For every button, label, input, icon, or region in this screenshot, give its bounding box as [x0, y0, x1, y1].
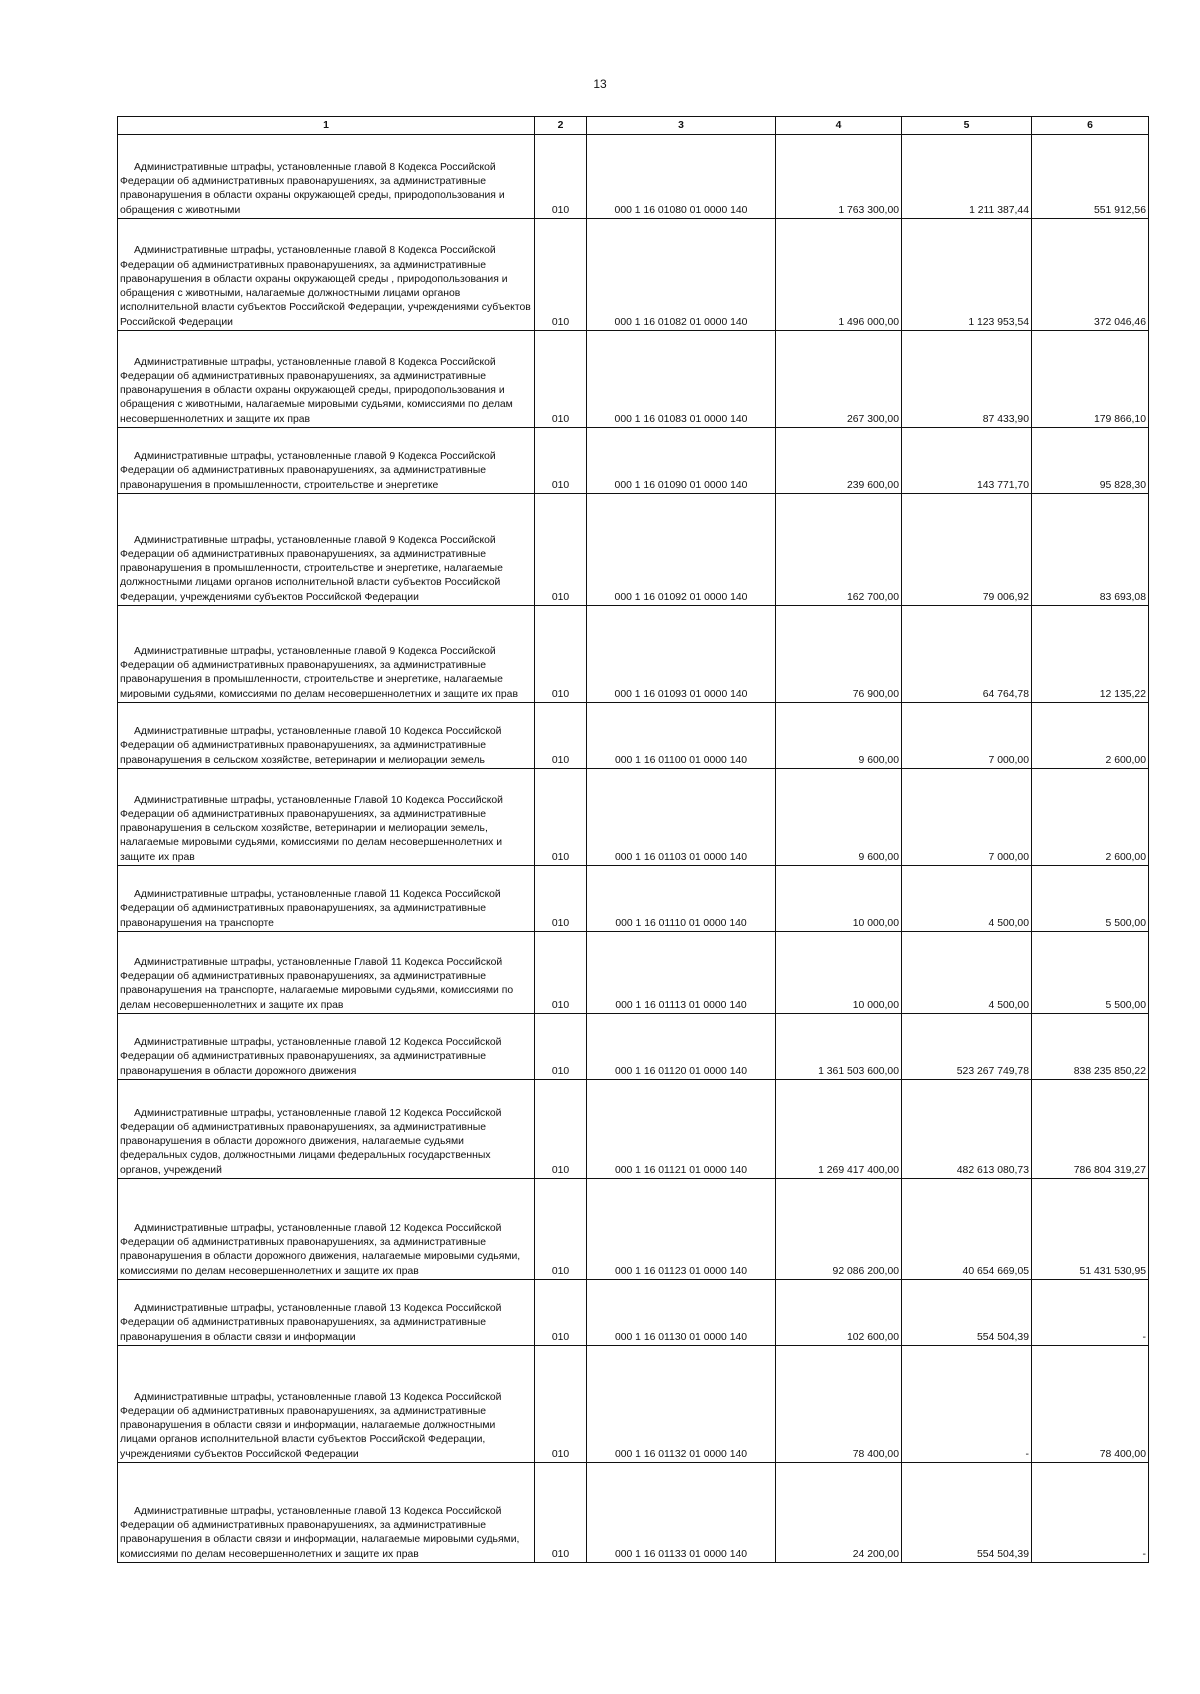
row-line-code: 010 — [535, 1014, 587, 1080]
row-executed: 1 211 387,44 — [902, 135, 1032, 219]
row-name-text: Административные штрафы, установленные главой 10 Кодекса Российской Федерации об административных правонарушениях, за административные правонарушения в сельском хозяйстве, ветеринарии и мелиорации земель — [120, 726, 502, 766]
row-planned: 102 600,00 — [776, 1280, 902, 1346]
row-unexecuted: - — [1032, 1463, 1149, 1563]
row-executed: 554 504,39 — [902, 1463, 1032, 1563]
row-name-text: Административные штрафы, установленные главой 9 Кодекса Российской Федерации об административных правонарушениях, за административные правонарушения в промышленности, строительстве и энергетике — [120, 451, 496, 491]
row-revenue-code: 000 1 16 01093 01 0000 140 — [587, 606, 776, 703]
row-name-text: Административные штрафы, установленные главой 8 Кодекса Российской Федерации об административных правонарушениях, за административные правонарушения в области охраны окружающей среды , природопользования и обращения с животными, налагаемые должностными лицами органов исполнительной власти субъектов Российской Федерации, учреждениями субъектов Российской Федерации — [120, 245, 531, 328]
row-planned: 10 000,00 — [776, 866, 902, 932]
row-revenue-code: 000 1 16 01130 01 0000 140 — [587, 1280, 776, 1346]
column-header: 5 — [902, 117, 1032, 135]
row-revenue-code: 000 1 16 01082 01 0000 140 — [587, 219, 776, 331]
table-row — [118, 1014, 1149, 1080]
row-name — [118, 1280, 535, 1346]
row-planned: 162 700,00 — [776, 494, 902, 606]
row-line-code: 010 — [535, 703, 587, 769]
row-planned: 267 300,00 — [776, 331, 902, 428]
row-line-code: 010 — [535, 932, 587, 1014]
row-revenue-code: 000 1 16 01113 01 0000 140 — [587, 932, 776, 1014]
row-executed: 40 654 669,05 — [902, 1179, 1032, 1280]
row-revenue-code: 000 1 16 01080 01 0000 140 — [587, 135, 776, 219]
row-name-text: Административные штрафы, установленные главой 13 Кодекса Российской Федерации об административных правонарушениях, за административные правонарушения в области связи и информации, налагаемые должностными лицами органов исполнительной власти субъектов Российской Федерации, учреждениями субъектов Российской Федерации — [120, 1391, 502, 1460]
row-name — [118, 866, 535, 932]
row-name-text: Административные штрафы, установленные главой 11 Кодекса Российской Федерации об административных правонарушениях, за административные правонарушения на транспорте — [120, 889, 501, 929]
column-header: 4 — [776, 117, 902, 135]
row-executed: 79 006,92 — [902, 494, 1032, 606]
row-revenue-code: 000 1 16 01090 01 0000 140 — [587, 428, 776, 494]
row-name-text: Административные штрафы, установленные главой 12 Кодекса Российской Федерации об административных правонарушениях, за административные правонарушения в области дорожного движения, налагаемые судьями федеральных судов, должностными лицами федеральных государственных органов, учреждений — [120, 1107, 502, 1176]
row-executed: 4 500,00 — [902, 866, 1032, 932]
row-name — [118, 219, 535, 331]
row-name — [118, 932, 535, 1014]
row-name-text: Административные штрафы, установленные главой 13 Кодекса Российской Федерации об административных правонарушениях, за административные правонарушения в области связи и информации — [120, 1303, 502, 1343]
row-unexecuted: 51 431 530,95 — [1032, 1179, 1149, 1280]
row-planned: 9 600,00 — [776, 703, 902, 769]
row-planned: 1 361 503 600,00 — [776, 1014, 902, 1080]
row-name — [118, 1080, 535, 1179]
row-name-text: Административные штрафы, установленные главой 9 Кодекса Российской Федерации об административных правонарушениях, за административные правонарушения в промышленности, строительстве и энергетике, налагаемые мировыми судьями, комиссиями по делам несовершеннолетних и защите их прав — [120, 645, 518, 700]
table-row — [118, 1346, 1149, 1463]
row-name — [118, 606, 535, 703]
row-line-code: 010 — [535, 1280, 587, 1346]
row-revenue-code: 000 1 16 01103 01 0000 140 — [587, 769, 776, 866]
row-planned: 76 900,00 — [776, 606, 902, 703]
row-line-code: 010 — [535, 866, 587, 932]
row-name — [118, 1014, 535, 1080]
row-name — [118, 331, 535, 428]
row-revenue-code: 000 1 16 01133 01 0000 140 — [587, 1463, 776, 1563]
row-line-code: 010 — [535, 494, 587, 606]
row-name-text: Административные штрафы, установленные главой 8 Кодекса Российской Федерации об административных правонарушениях, за административные правонарушения в области охраны окружающей среды, природопользования и обращения с животными, налагаемые мировыми судьями, комиссиями по делам несовершеннолетних и защите их прав — [120, 356, 513, 425]
row-unexecuted: 5 500,00 — [1032, 866, 1149, 932]
row-revenue-code: 000 1 16 01132 01 0000 140 — [587, 1346, 776, 1463]
row-line-code: 010 — [535, 428, 587, 494]
row-line-code: 010 — [535, 1346, 587, 1463]
row-unexecuted: 83 693,08 — [1032, 494, 1149, 606]
table-row — [118, 1179, 1149, 1280]
row-line-code: 010 — [535, 219, 587, 331]
row-revenue-code: 000 1 16 01083 01 0000 140 — [587, 331, 776, 428]
row-unexecuted: 372 046,46 — [1032, 219, 1149, 331]
row-planned: 10 000,00 — [776, 932, 902, 1014]
table-row — [118, 331, 1149, 428]
column-header: 3 — [587, 117, 776, 135]
row-unexecuted: - — [1032, 1280, 1149, 1346]
row-planned: 1 763 300,00 — [776, 135, 902, 219]
table-row — [118, 606, 1149, 703]
row-executed: 482 613 080,73 — [902, 1080, 1032, 1179]
table-row — [118, 703, 1149, 769]
row-unexecuted: 838 235 850,22 — [1032, 1014, 1149, 1080]
row-name-text: Административные штрафы, установленные главой 13 Кодекса Российской Федерации об административных правонарушениях, за административные правонарушения в области связи и информации, налагаемые мировыми судьями, комиссиями по делам несовершеннолетних и защите их прав — [120, 1505, 520, 1560]
row-revenue-code: 000 1 16 01121 01 0000 140 — [587, 1080, 776, 1179]
row-unexecuted: 786 804 319,27 — [1032, 1080, 1149, 1179]
row-name — [118, 1463, 535, 1563]
row-planned: 239 600,00 — [776, 428, 902, 494]
row-revenue-code: 000 1 16 01110 01 0000 140 — [587, 866, 776, 932]
row-name-text: Административные штрафы, установленные главой 8 Кодекса Российской Федерации об административных правонарушениях, за административные правонарушения в области охраны окружающей среды, природопользования и обращения с животными — [120, 161, 505, 216]
row-planned: 24 200,00 — [776, 1463, 902, 1563]
row-executed: 87 433,90 — [902, 331, 1032, 428]
row-revenue-code: 000 1 16 01123 01 0000 140 — [587, 1179, 776, 1280]
row-name — [118, 703, 535, 769]
row-line-code: 010 — [535, 1179, 587, 1280]
row-name-text: Административные штрафы, установленные главой 12 Кодекса Российской Федерации об административных правонарушениях, за административные правонарушения в области дорожного движения — [120, 1037, 502, 1077]
row-name — [118, 1346, 535, 1463]
row-planned: 9 600,00 — [776, 769, 902, 866]
row-line-code: 010 — [535, 1463, 587, 1563]
row-revenue-code: 000 1 16 01092 01 0000 140 — [587, 494, 776, 606]
table-row — [118, 932, 1149, 1014]
row-revenue-code: 000 1 16 01100 01 0000 140 — [587, 703, 776, 769]
row-name — [118, 428, 535, 494]
page-number: 13 — [593, 77, 607, 91]
table-row — [118, 769, 1149, 866]
row-line-code: 010 — [535, 606, 587, 703]
table-row — [118, 428, 1149, 494]
row-executed: 4 500,00 — [902, 932, 1032, 1014]
row-executed: 7 000,00 — [902, 703, 1032, 769]
row-executed: 554 504,39 — [902, 1280, 1032, 1346]
row-name — [118, 494, 535, 606]
row-line-code: 010 — [535, 331, 587, 428]
row-unexecuted: 5 500,00 — [1032, 932, 1149, 1014]
table-row — [118, 1463, 1149, 1563]
row-unexecuted: 2 600,00 — [1032, 769, 1149, 866]
row-executed: 7 000,00 — [902, 769, 1032, 866]
table-row — [118, 219, 1149, 331]
row-revenue-code: 000 1 16 01120 01 0000 140 — [587, 1014, 776, 1080]
row-unexecuted: 2 600,00 — [1032, 703, 1149, 769]
row-planned: 1 496 000,00 — [776, 219, 902, 331]
row-unexecuted: 551 912,56 — [1032, 135, 1149, 219]
row-name — [118, 1179, 535, 1280]
row-executed: 143 771,70 — [902, 428, 1032, 494]
row-planned: 78 400,00 — [776, 1346, 902, 1463]
row-name — [118, 135, 535, 219]
row-unexecuted: 95 828,30 — [1032, 428, 1149, 494]
row-name-text: Административные штрафы, установленные главой 9 Кодекса Российской Федерации об административных правонарушениях, за административные правонарушения в промышленности, строительстве и энергетике, налагаемые должностными лицами органов исполнительной власти субъектов Российской Федерации, учреждениями субъектов Российской Федерации — [120, 534, 503, 603]
row-planned: 1 269 417 400,00 — [776, 1080, 902, 1179]
row-name-text: Административные штрафы, установленные Главой 11 Кодекса Российской Федерации об административных правонарушениях, за административные правонарушения на транспорте, налагаемые мировыми судьями, комиссиями по делам несовершеннолетних и защите их прав — [120, 956, 514, 1011]
row-unexecuted: 12 135,22 — [1032, 606, 1149, 703]
row-name-text: Административные штрафы, установленные Главой 10 Кодекса Российской Федерации об административных правонарушениях, за административные правонарушения в сельском хозяйстве, ветеринарии и мелиорации земель, налагаемые мировыми судьями, комиссиями по делам несовершеннолетних и защите их прав — [120, 794, 503, 863]
row-line-code: 010 — [535, 1080, 587, 1179]
row-unexecuted: 179 866,10 — [1032, 331, 1149, 428]
row-executed: 1 123 953,54 — [902, 219, 1032, 331]
revenue-table — [117, 116, 1149, 1563]
table-row — [118, 1280, 1149, 1346]
column-header: 6 — [1032, 117, 1149, 135]
row-unexecuted: 78 400,00 — [1032, 1346, 1149, 1463]
table-row — [118, 135, 1149, 219]
row-executed: 523 267 749,78 — [902, 1014, 1032, 1080]
column-header: 2 — [535, 117, 587, 135]
table-row — [118, 494, 1149, 606]
table-row — [118, 866, 1149, 932]
table-row — [118, 1080, 1149, 1179]
row-name-text: Административные штрафы, установленные главой 12 Кодекса Российской Федерации об административных правонарушениях, за административные правонарушения в области дорожного движения, налагаемые мировыми судьями, комиссиями по делам несовершеннолетних и защите их прав — [120, 1222, 521, 1277]
row-line-code: 010 — [535, 769, 587, 866]
column-number-row — [118, 117, 1149, 135]
row-executed: - — [902, 1346, 1032, 1463]
row-planned: 92 086 200,00 — [776, 1179, 902, 1280]
row-name — [118, 769, 535, 866]
column-header: 1 — [118, 117, 535, 135]
row-line-code: 010 — [535, 135, 587, 219]
row-executed: 64 764,78 — [902, 606, 1032, 703]
